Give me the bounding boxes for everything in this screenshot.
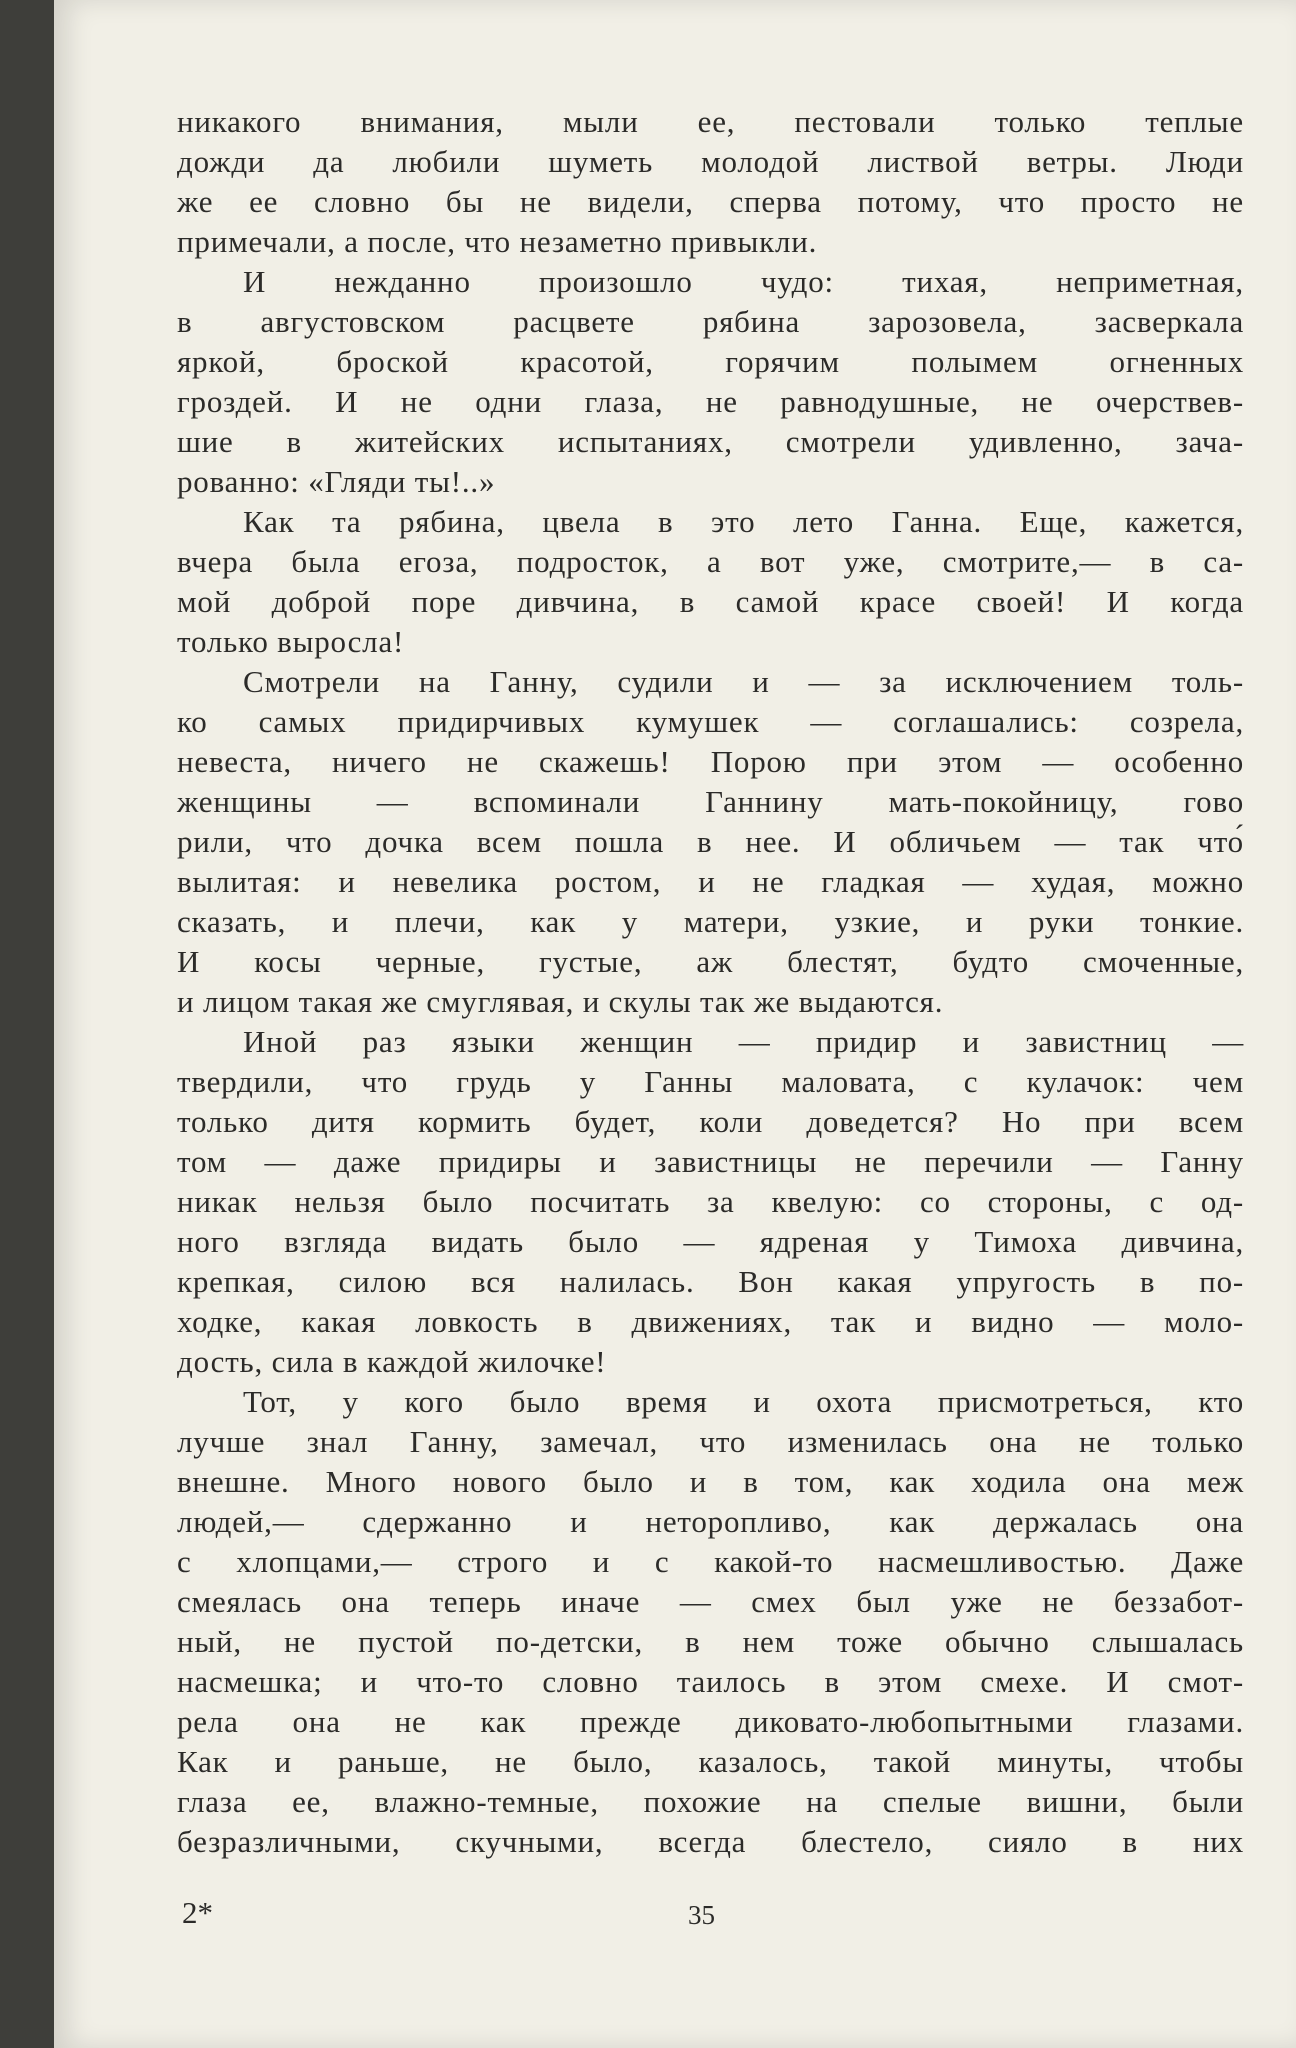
body-text [177,102,1244,1862]
text-line: только дитя кормить будет, коли доведется? Но при всем [177,1104,1244,1139]
text-line: рела она не как прежде диковато-любопытными глазами. [177,1704,1244,1739]
text-line: Тот, у кого было время и охота присмотреться, кто [243,1384,1244,1419]
text-line: внешне. Много нового было и в том, как ходила она меж [177,1464,1244,1499]
text-line: И косы черные, густые, аж блестят, будто смоченные, [177,944,1244,979]
text-line: ко самых придирчивых кумушек — соглашались: созрела, [177,704,1244,739]
text-line: рованно: «Гляди ты!..» [177,464,496,499]
text-line: людей,— сдержанно и неторопливо, как держалась она [177,1504,1244,1539]
text-line: Смотрели на Ганну, судили и — за исключением толь- [243,664,1244,699]
text-line: только выросла! [177,624,405,659]
text-line: глаза ее, влажно-темные, похожие на спелые вишни, были [177,1784,1244,1819]
text-line: мой доброй поре дивчина, в самой красе своей! И когда [177,584,1244,619]
text-line: безразличными, скучными, всегда блестело, сияло в них [177,1824,1244,1859]
text-line: никакого внимания, мыли ее, пестовали только теплые [177,104,1244,139]
text-line: женщины — вспоминали Ганнину мать-покойницу, гово [177,784,1244,819]
text-line: крепкая, силою вся налилась. Вон какая упругость в по- [177,1264,1244,1299]
text-line: твердили, что грудь у Ганны маловата, с кулачок: чем [177,1064,1244,1099]
text-line: смеялась она теперь иначе — смех был уже не беззабот- [177,1584,1244,1619]
text-line: ного взгляда видать было — ядреная у Тимоха дивчина, [177,1224,1244,1259]
text-line: яркой, броской красотой, горячим полымем огненных [177,344,1244,379]
page-number: 35 [688,1900,715,1930]
text-line: шие в житейских испытаниях, смотрели удивленно, зача- [177,424,1244,459]
text-line: дость, сила в каждой жилочке! [177,1344,607,1379]
text-line: никак нельзя было посчитать за квелую: со стороны, с од- [177,1184,1244,1219]
text-line: рили, что дочка всем пошла в нее. И обличьем — так что́ [177,824,1244,859]
text-line: гроздей. И не одни глаза, не равнодушные, не очерствев- [177,384,1244,419]
text-line: насмешка; и что-то словно таилось в этом смехе. И смот- [177,1664,1244,1699]
text-line: Иной раз языки женщин — придир и завистниц — [243,1024,1244,1059]
text-line: сказать, и плечи, как у матери, узкие, и руки тонкие. [177,904,1244,939]
text-line: лучше знал Ганну, замечал, что изменилась она не только [177,1424,1244,1459]
book-page [54,0,1296,2048]
text-line: И нежданно произошло чудо: тихая, неприметная, [243,264,1244,299]
text-line: с хлопцами,— строго и с какой-то насмешливостью. Даже [177,1544,1244,1579]
text-line: Как и раньше, не было, казалось, такой минуты, чтобы [177,1744,1244,1779]
text-line: в августовском расцвете рябина зарозовела, засверкала [177,304,1244,339]
text-line: примечали, а после, что незаметно привыкли. [177,224,818,259]
text-line: дожди да любили шуметь молодой листвой ветры. Люди [177,144,1244,179]
text-line: же ее словно бы не видели, сперва потому, что просто не [177,184,1244,219]
text-line: вылитая: и невелика ростом, и не гладкая — худая, можно [177,864,1244,899]
text-line: ходке, какая ловкость в движениях, так и видно — моло- [177,1304,1244,1339]
text-line: и лицом такая же смуглявая, и скулы так же выдаются. [177,984,944,1019]
text-line: ный, не пустой по-детски, в нем тоже обычно слышалась [177,1624,1244,1659]
text-line: том — даже придиры и завистницы не перечили — Ганну [177,1144,1244,1179]
text-line: вчера была егоза, подросток, а вот уже, смотрите,— в са- [177,544,1244,579]
signature-mark: 2* [182,1895,213,1930]
text-line: Как та рябина, цвела в это лето Ганна. Еще, кажется, [243,504,1244,539]
text-line: невеста, ничего не скажешь! Порою при этом — особенно [177,744,1244,779]
